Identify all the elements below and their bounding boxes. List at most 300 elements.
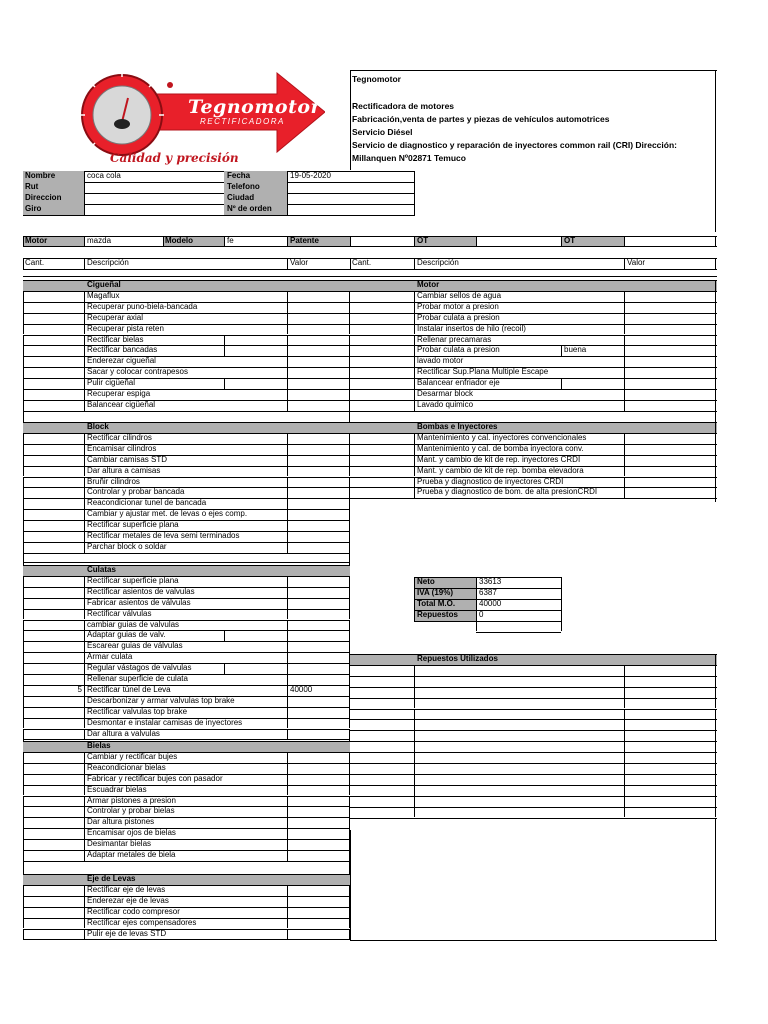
work-item-label: Escarear guias de válvulas [87,641,183,651]
section-title: Bielas [87,741,111,750]
grid-line [287,487,288,498]
grid-line [23,335,24,346]
grid-line [414,785,415,796]
motor-label: Motor [25,236,48,245]
grid-line [23,509,24,520]
work-item-label: Recuperar puno-biela-bancada [87,301,198,311]
grid-line [23,553,24,565]
work-item-label: Fabricar asientos de válvulas [87,597,191,607]
grid-line [224,335,225,346]
grid-line [715,818,716,941]
grid-line [715,796,716,807]
work-item-label: Escuadrar bielas [87,784,147,794]
grid-line [84,774,85,785]
grid-line [414,730,415,741]
work-item-label: Encamisar cilindros [87,443,157,453]
grid-line [414,698,415,709]
grid-line [84,389,85,400]
grid-line [350,676,717,677]
grid-line [414,455,415,466]
grid-line [287,785,288,796]
grid-line [414,741,415,752]
grid-line [23,466,24,477]
grid-line [349,598,350,609]
grid-line [23,785,350,786]
grid-line [349,785,350,796]
fecha-label: Fecha [227,171,251,180]
grid-line [84,324,85,335]
grid-line [624,455,625,466]
work-item-label: Regular vástagos de valvulas [87,663,192,673]
grid-line [287,929,288,940]
grid-line [349,335,350,346]
company-logo [40,70,325,172]
grid-line [23,258,24,269]
grid-line [350,709,717,710]
grid-line [349,763,350,774]
grid-line [624,258,625,269]
work-item-label: Armar pistones a presion [87,795,176,805]
grid-line [23,861,350,862]
grid-line [414,763,415,774]
section-header-bg [350,422,717,433]
grid-line [23,741,350,742]
grid-line [414,621,561,622]
ciudad-label: Ciudad [227,193,255,202]
grid-line [23,433,350,434]
grid-line [350,730,717,731]
grid-line [23,896,350,897]
grid-line [349,531,350,542]
grid-line [287,696,288,707]
grid-line [715,719,716,730]
grid-line [349,444,350,455]
ot-label: OT [564,236,576,245]
grid-line [23,652,350,653]
frame-line [350,70,351,170]
grid-line [349,389,350,400]
grid-line [715,687,716,698]
grid-line [84,828,85,839]
totals-label: Total M.O. [417,598,456,608]
grid-line [414,389,415,400]
grid-line [350,785,717,786]
grid-line [23,400,24,411]
work-item-label: Mant. y cambio de kit de rep. bomba elevadora [417,465,584,475]
grid-line [84,487,85,498]
grid-line [23,280,350,281]
grid-line [349,542,350,553]
grid-line [715,654,716,665]
work-item-label: Controlar y probar bielas [87,806,175,816]
grid-line [84,236,85,246]
grid-line [624,719,625,730]
grid-line [23,236,717,237]
work-item-label: Desarmar block [417,389,474,398]
valor-header: Valor [627,258,646,267]
grid-line [350,400,717,401]
grid-line [23,553,350,554]
grid-line [287,455,288,466]
work-item-label: Desimantar bielas [87,839,152,849]
grid-line [287,707,288,718]
section-title: Eje de Levas [87,874,136,883]
company-line: Millanquen Nº02871 Temuco [352,153,466,163]
grid-line [84,817,85,828]
grid-line [287,335,288,346]
grid-line [476,632,561,633]
grid-line [23,433,24,444]
grid-line [476,236,477,246]
grid-line [84,509,85,520]
grid-line [23,674,24,685]
grid-line [23,609,24,620]
grid-line [624,763,625,774]
grid-line [624,389,625,400]
work-item-label: Enderezar eje de levas [87,895,169,905]
grid-line [287,498,288,509]
grid-line [349,477,350,488]
grid-line [414,236,415,246]
grid-line [84,620,85,631]
grid-line [84,356,85,367]
grid-line [23,828,350,829]
grid-line [287,433,288,444]
grid-line [23,652,24,663]
grid-line [414,676,415,687]
work-item-label: Rectificar codo compresor [87,906,180,916]
grid-line [23,520,350,521]
grid-line [84,630,85,641]
grid-line [414,171,415,215]
totals-label: Neto [417,577,435,586]
grid-line [23,907,24,918]
grid-line [350,654,717,655]
work-item-label: Bruñir cilindros [87,476,140,486]
grid-line [287,389,288,400]
grid-line [476,610,477,621]
grid-line [349,576,350,587]
grid-line [624,752,625,763]
work-item-label: Instalar insertos de hilo (recoil) [417,323,526,333]
grid-line [349,302,350,313]
work-item-label: Dar altura a valvulas [87,728,160,738]
grid-line [624,477,625,488]
grid-line [23,620,350,621]
grid-line [414,400,415,411]
grid-line [624,676,625,687]
work-item-label: Rectificar ejes compensadores [87,917,197,927]
company-line: Servicio de diagnostico y reparación de inyectores common rail (CRI) Dirección: [352,140,677,150]
grid-line [350,302,717,303]
grid-line [349,774,350,785]
grid-line [349,400,350,411]
work-item-label: Recuperar espiga [87,389,151,398]
grid-line [561,236,562,246]
grid-line [23,752,350,753]
grid-line [349,324,350,335]
logo-subtitle: RECTIFICADORA [200,117,285,126]
grid-line [23,939,350,940]
grid-line [84,587,85,598]
grid-line [350,411,717,412]
grid-line [224,378,225,389]
grid-line [23,729,350,730]
grid-line [84,718,85,729]
grid-line [349,806,350,817]
grid-line [287,907,288,918]
grid-line [287,620,288,631]
grid-line [624,774,625,785]
section-header-bg [23,874,350,885]
grid-line [23,929,350,930]
grid-line [624,400,625,411]
grid-line [23,620,24,631]
grid-line [84,258,85,269]
grid-line [350,752,717,753]
grid-line [23,302,24,313]
grid-line [287,313,288,324]
company-line: Servicio Diésel [352,127,413,137]
work-item-label: Pulir eje de levas STD [87,928,167,938]
totals-value: 0 [479,609,484,619]
grid-line [84,850,85,861]
work-item-label: Rectificar bielas [87,334,144,344]
grid-line [561,345,562,356]
work-item-label: Pulir cigüeñal [87,378,136,388]
grid-line [715,676,716,687]
grid-line [23,455,24,466]
grid-line [414,433,415,444]
grid-line [624,302,625,313]
grid-line [349,455,350,466]
grid-line [23,907,350,908]
grid-line [476,599,477,610]
grid-line [287,763,288,774]
work-item-cant: 5 [77,684,82,694]
grid-line [561,599,562,610]
grid-line [84,729,85,740]
descripcion-header: Descripción [417,258,459,267]
ot-label: OT [417,236,429,245]
grid-line [84,609,85,620]
grid-line [414,345,415,356]
grid-line [350,498,717,499]
grid-line [414,378,415,389]
grid-line [23,576,24,587]
grid-line [224,663,225,674]
grid-line [23,487,24,498]
grid-line [350,236,351,246]
work-item-label: Adaptar metales de biela [87,850,176,859]
work-item-label: Rellenar superficie de culata [87,674,188,683]
grid-line [23,587,24,598]
grid-line [414,444,415,455]
grid-line [23,291,350,292]
grid-line [23,520,24,531]
grid-line [349,291,350,302]
grid-line [23,444,350,445]
grid-line [23,411,350,412]
grid-line [287,663,288,674]
company-line: Rectificadora de motores [352,101,455,111]
grid-line [350,807,717,808]
grid-line [561,378,562,389]
grid-line [287,729,288,740]
grid-line [84,400,85,411]
grid-line [414,665,415,676]
grid-line [23,630,24,641]
grid-line [23,345,350,346]
grid-line [23,367,24,378]
grid-line [414,258,415,269]
grid-line [349,313,350,324]
totals-value: 33613 [479,577,502,586]
grid-line [23,466,350,467]
modelo-label: Modelo [165,236,193,245]
grid-line [23,422,350,423]
grid-line [624,665,625,676]
grid-line [715,763,716,774]
work-item-label: Rectificar bancadas [87,345,158,355]
grid-line [561,621,562,632]
totals-label: Repuestos [417,609,458,619]
grid-line [350,280,717,281]
grid-line [624,687,625,698]
grid-line [287,796,288,807]
grid-line [23,389,24,400]
work-item-label: Mantenimiento y cal. inyectores convencionales [417,432,587,442]
grid-line [84,929,85,940]
grid-line [84,291,85,302]
totals-value: 40000 [479,598,502,608]
work-item-label: Reacondicionar bielas [87,762,166,772]
grid-line [23,763,350,764]
grid-line [84,302,85,313]
grid-line [414,466,415,477]
grid-line [23,455,350,456]
grid-line [23,313,24,324]
grid-line [23,630,350,631]
grid-line [23,696,24,707]
grid-line [224,345,225,356]
grid-line [350,796,717,797]
grid-line [23,356,350,357]
grid-line [414,291,415,302]
grid-line [715,807,716,818]
grid-line [23,796,24,807]
grid-line [350,345,717,346]
grid-line [287,718,288,729]
work-item-label: Rectificar Sup.Plana Multiple Escape [417,367,549,377]
telefono-label: Telefono [227,182,260,191]
section-header-bg [23,422,350,433]
grid-line [287,674,288,685]
grid-line [84,641,85,652]
grid-line [350,378,717,379]
grid-line [84,477,85,488]
work-item-label: Rectificar cilindros [87,432,152,442]
grid-line [287,171,288,215]
grid-line [23,828,24,839]
section-header-bg [350,280,717,291]
grid-line [84,685,85,696]
grid-line [414,752,415,763]
grid-line [349,509,350,520]
grid-line [350,719,717,720]
cant-header: Cant. [352,258,372,267]
grid-line [287,367,288,378]
grid-line [561,588,562,599]
grid-line [414,796,415,807]
grid-line [350,763,717,764]
work-item-label: Encamisar ojos de bielas [87,828,176,838]
work-item-label: Probar culata a presion [417,345,500,355]
work-item-label: Lavado quimico [417,399,474,409]
grid-line [287,520,288,531]
nombre-value: coca cola [87,171,121,180]
company-name: Tegnomotor [352,74,401,84]
grid-line [414,356,415,367]
grid-line [84,763,85,774]
grid-line [287,839,288,850]
grid-line [414,774,415,785]
grid-line [287,236,288,246]
work-item-label: Enderezar cigueñal [87,356,156,366]
section-title: Motor [417,280,440,289]
nombre-label: Nombre [25,171,56,180]
work-item-label: Rellenar precamaras [417,334,492,344]
section-header-bg [350,654,717,665]
work-item-label: Recuperar pista reten [87,323,164,333]
grid-line [84,542,85,553]
grid-line [23,531,24,542]
work-item-label: Magaflux [87,290,120,300]
grid-line [350,313,717,314]
grid-line [350,324,717,325]
grid-line [287,896,288,907]
grid-line [414,313,415,324]
grid-line [287,885,288,896]
grid-line [624,466,625,477]
grid-line [84,576,85,587]
grid-line [287,652,288,663]
grid-line [349,411,350,422]
grid-line [23,774,24,785]
grid-line [414,367,415,378]
grid-line [287,817,288,828]
grid-line [23,785,24,796]
grid-line [23,215,415,216]
grid-line [349,520,350,531]
grid-line [287,576,288,587]
grid-line [349,630,350,641]
grid-line [84,455,85,466]
grid-line [84,335,85,346]
grid-line [84,752,85,763]
grid-line [287,542,288,553]
grid-line [287,477,288,488]
grid-line [23,641,350,642]
grid-line [287,685,288,696]
grid-line [23,246,717,247]
grid-line [23,817,24,828]
grid-line [414,588,415,599]
grid-line [84,498,85,509]
grid-line [23,335,350,336]
grid-line [23,291,24,302]
grid-line [84,696,85,707]
